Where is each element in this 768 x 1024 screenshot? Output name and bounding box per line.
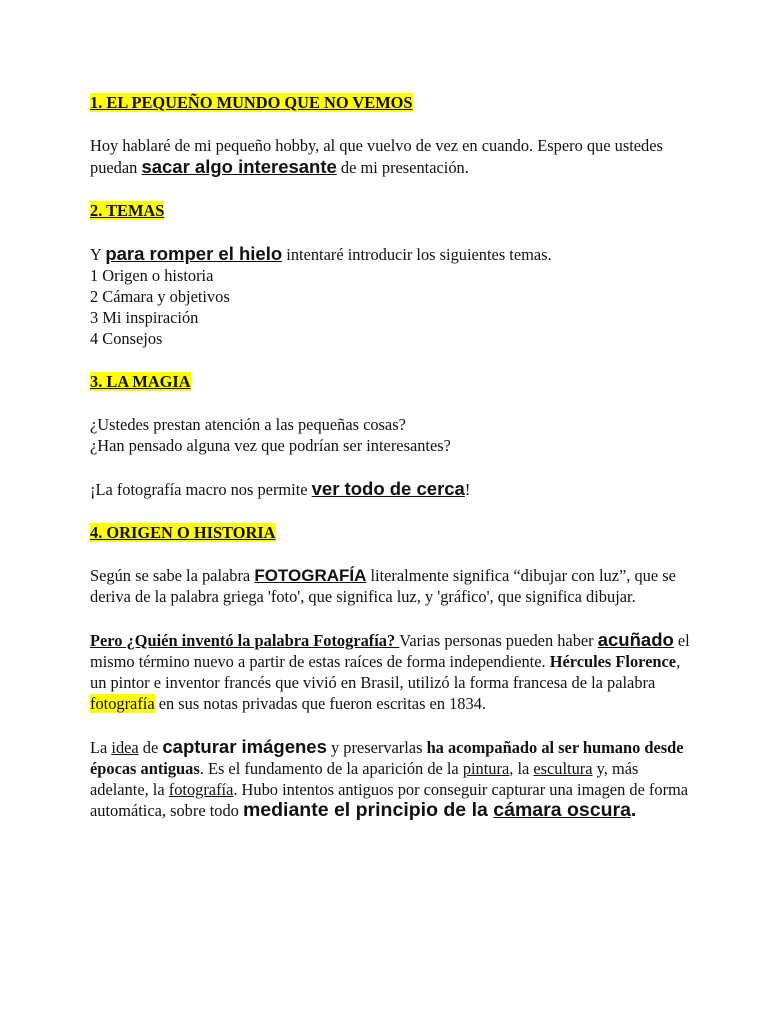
question-2: ¿Han pensado alguna vez que podrían ser interesantes? — [90, 436, 451, 455]
emphasis-text: mediante el principio de la — [242, 799, 494, 821]
paragraph-temas: Y para romper el hielo intentaré introducir los siguientes temas. — [90, 243, 552, 264]
list-item: 3 Mi inspiración — [90, 308, 199, 327]
list-item: 2 Cámara y objetivos — [90, 287, 230, 306]
section-heading-2: 2. TEMAS — [90, 201, 165, 220]
paragraph-magia: ¡La fotografía macro nos permite ver todo de cerca! — [90, 478, 471, 499]
emphasis-text: ver todo de cerca — [311, 478, 465, 499]
emphasis-text: sacar algo interesante — [141, 156, 337, 177]
name-text: Hércules Florence — [549, 652, 677, 671]
emphasis-text: FOTOGRAFÍA — [254, 566, 367, 585]
highlighted-word: fotografía — [90, 694, 155, 713]
paragraph-intro: Hoy hablaré de mi pequeño hobby, al que vuelvo de vez en cuando. Espero que ustedes puedan sacar algo interesante de mi presentación. — [90, 136, 663, 177]
emphasis-text: para romper el hielo — [105, 243, 283, 264]
bold-text: ha acompañado al ser humano desde épocas antiguas — [90, 738, 684, 778]
underlined-word: pintura — [462, 759, 510, 778]
emphasis-text: capturar imágenes — [162, 736, 327, 757]
list-item: 4 Consejos — [90, 329, 163, 348]
paragraph-origen-3: La idea de capturar imágenes y preservarlas ha acompañado al ser humano desde épocas antiguas. Es el fundamento de la aparición de la pintura, la escultura y, más adelante, la fotografía. Hubo intentos antiguos por conseguir capturar una imagen de forma automática, sobre todo mediante el principio de la cámara oscura. — [90, 736, 689, 821]
document-page — [90, 92, 690, 821]
paragraph-origen-2: Pero ¿Quién inventó la palabra Fotografía? Varias personas pueden haber acuñado el mismo término nuevo a partir de estas raíces de forma independiente. Hércules Florence, un pintor e inventor francés que vivió en Brasil, utilizó la forma francesa de la palabra fotografía en sus notas privadas que fueron escritas en 1834. — [90, 629, 690, 713]
section-heading-1: 1. EL PEQUEÑO MUNDO QUE NO VEMOS — [90, 93, 413, 112]
question-text: Pero ¿Quién inventó la palabra Fotografía? — [90, 631, 400, 650]
underlined-word: fotografía — [168, 780, 234, 799]
section-heading-4: 4. ORIGEN O HISTORIA — [90, 523, 276, 542]
underlined-word: idea — [111, 738, 139, 757]
underlined-word: escultura — [533, 759, 593, 778]
emphasis-text: acuñado — [597, 629, 674, 650]
list-item: 1 Origen o historia — [90, 266, 214, 285]
paragraph-origen-1: Según se sabe la palabra FOTOGRAFÍA literalmente significa “dibujar con luz”, que se deriva de la palabra griega 'foto', que significa luz, y 'gráfico', que significa dibujar. — [90, 566, 676, 606]
section-heading-3: 3. LA MAGIA — [90, 372, 191, 391]
question-1: ¿Ustedes prestan atención a las pequeñas cosas? — [90, 415, 406, 434]
emphasis-text: cámara oscura — [493, 799, 631, 821]
